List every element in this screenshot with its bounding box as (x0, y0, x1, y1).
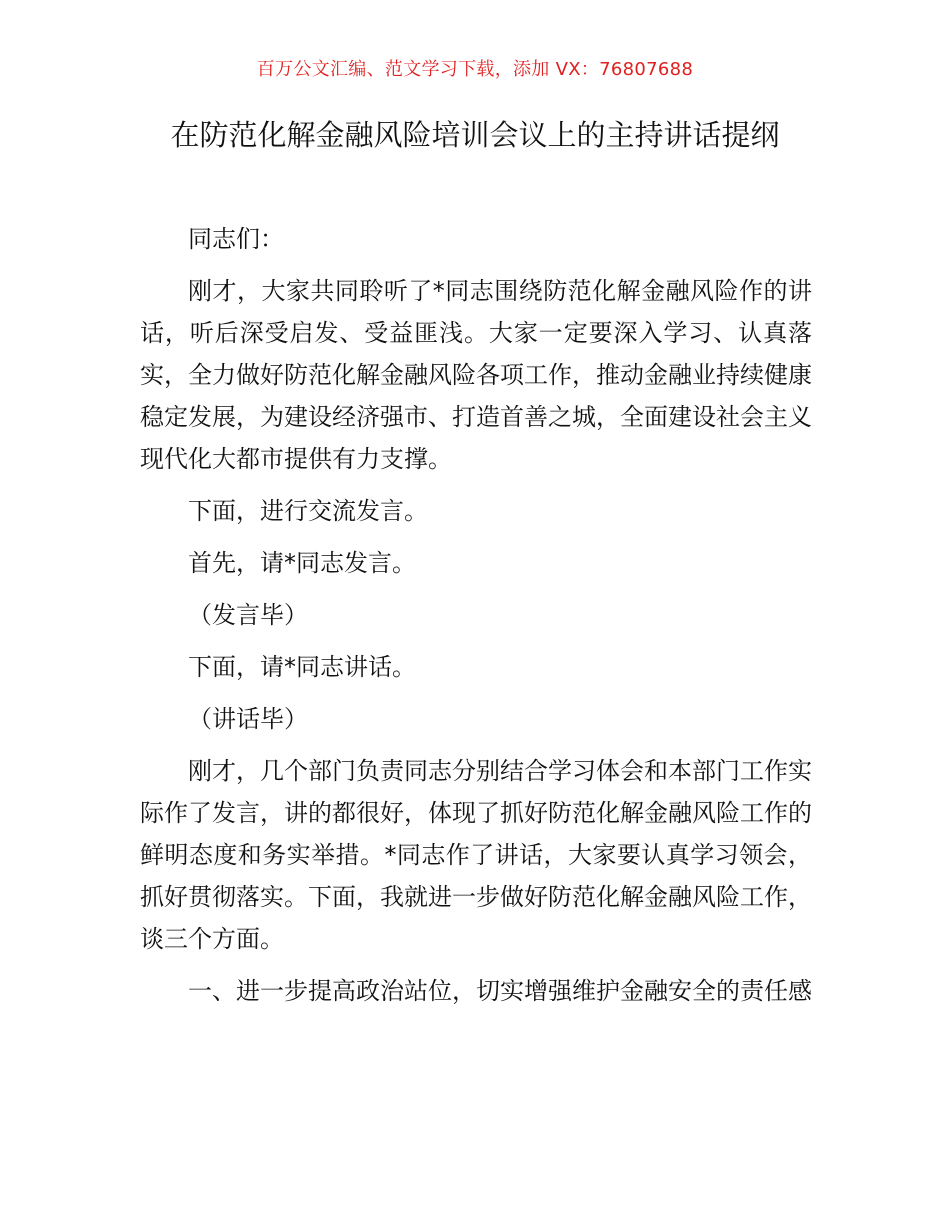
header-banner: 百万公文汇编、范文学习下载，添加 VX：76807688 (256, 59, 694, 80)
paragraph-first-speaker: 首先，请*同志发言。 (188, 549, 416, 577)
section-heading-one: 一、进一步提高政治站位，切实增强维护金融安全的责任感 (188, 977, 812, 1005)
paragraph-next-speaker: 下面，请*同志讲话。 (188, 653, 416, 681)
paragraph-summary: 刚才，几个部门负责同志分别结合学习体会和本部门工作实际作了发言，讲的都很好，体现了抓好防范化解金融风险工作的鲜明态度和务实举措。*同志作了讲话，大家要认真学习领会，抓好贯彻落实。下面，我就进一步做好防范化解金融风险工作，谈三个方面。 (140, 757, 812, 953)
paragraph-speech-end-note: （发言毕） (188, 601, 308, 629)
paragraph-opening: 刚才，大家共同聆听了*同志围绕防范化解金融风险作的讲话，听后深受启发、受益匪浅。大家一定要深入学习、认真落实，全力做好防范化解金融风险各项工作，推动金融业持续健康稳定发展，为建设经济强市、打造首善之城，全面建设社会主义现代化大都市提供有力支撑。 (140, 277, 812, 473)
document-title: 在防范化解金融风险培训会议上的主持讲话提纲 (170, 118, 780, 152)
paragraph-exchange: 下面，进行交流发言。 (188, 497, 428, 525)
salutation: 同志们： (188, 225, 284, 253)
paragraph-talk-end-note: （讲话毕） (188, 705, 308, 733)
document-body (140, 218, 812, 1022)
